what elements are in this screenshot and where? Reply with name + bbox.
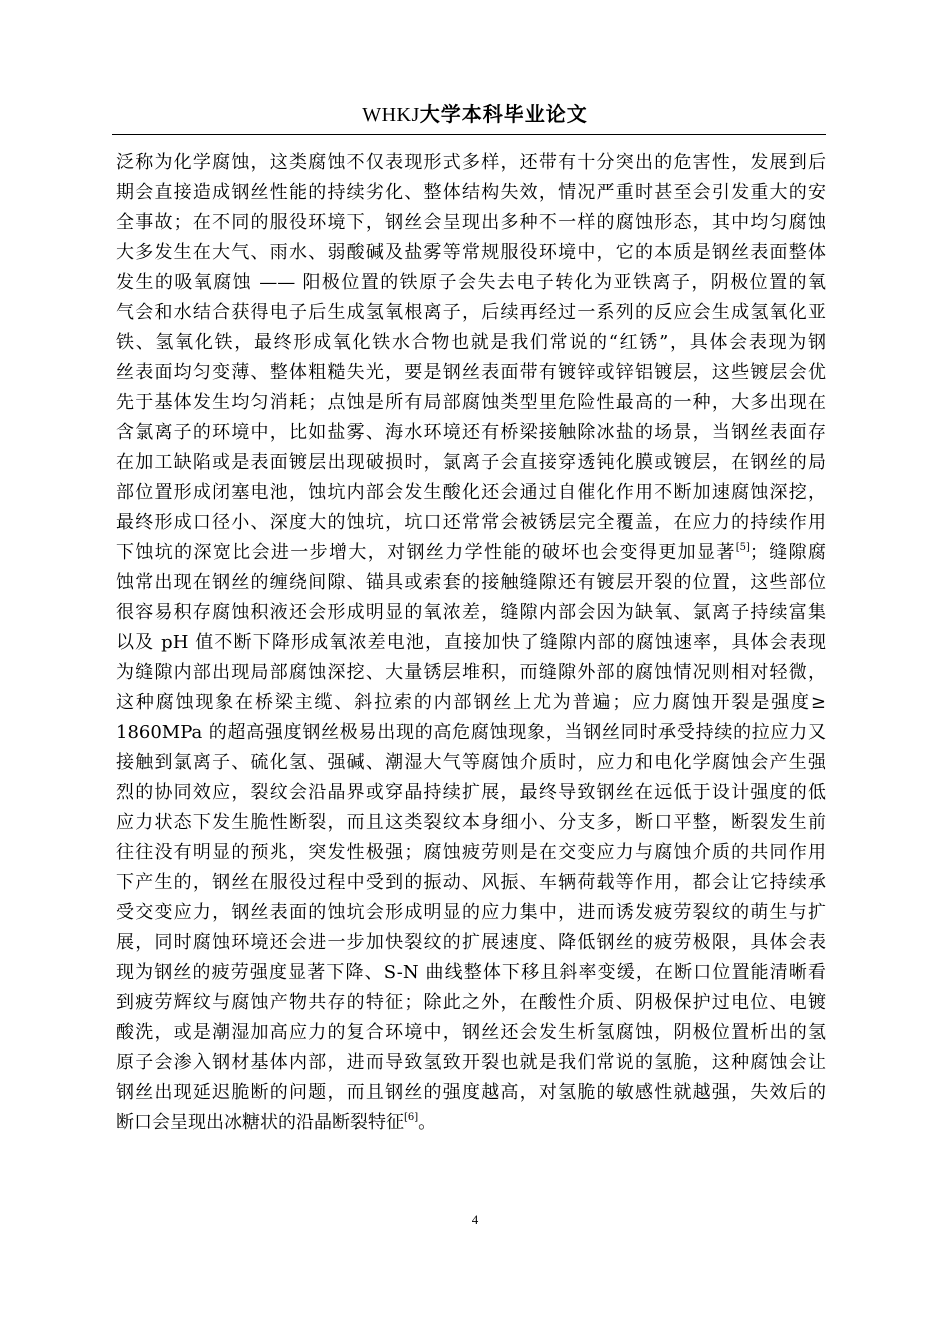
text-line: 部位置形成闭塞电池，蚀坑内部会发生酸化还会通过自催化作用不断加速腐蚀深挖，	[116, 482, 826, 503]
text-segment: 下蚀坑的深宽比会进一步增大，对钢丝力学性能的破坏也会变得更加显著	[116, 542, 736, 563]
text-line: 下产生的，钢丝在服役过程中受到的振动、风振、车辆荷载等作用，都会让它持续承	[116, 872, 826, 893]
text-line: 全事故；在不同的服役环境下，钢丝会呈现出多种不一样的腐蚀形态，其中均匀腐蚀	[116, 212, 826, 233]
text-line: 很容易积存腐蚀积液还会形成明显的氧浓差，缝隙内部会因为缺氧、氯离子持续富集	[116, 602, 826, 623]
text-segment: 。	[418, 1112, 437, 1133]
text-line: 在加工缺陷或是表面镀层出现破损时，氯离子会直接穿透钝化膜或镀层，在钢丝的局	[116, 452, 826, 473]
text-segment: ；缝隙腐	[749, 542, 827, 563]
text-line: 发生的吸氧腐蚀 —— 阳极位置的铁原子会失去电子转化为亚铁离子，阴极位置的氧	[116, 272, 826, 293]
citation-ref-6: [6]	[404, 1112, 419, 1123]
text-line: 原子会渗入钢材基体内部，进而导致氢致开裂也就是我们常说的氢脆，这种腐蚀会让	[116, 1052, 826, 1073]
page-number: 4	[471, 1212, 479, 1227]
text-line-with-citation	[116, 538, 826, 568]
text-line: 期会直接造成钢丝性能的持续劣化、整体结构失效，情况严重时甚至会引发重大的安	[116, 182, 826, 203]
text-line: 展，同时腐蚀环境还会进一步加快裂纹的扩展速度、降低钢丝的疲劳极限，具体会表	[116, 932, 826, 953]
text-line: 铁、氢氧化铁，最终形成氧化铁水合物也就是我们常说的“红锈”，具体会表现为钢	[116, 332, 826, 353]
text-line: 钢丝出现延迟脆断的问题，而且钢丝的强度越高，对氢脆的敏感性就越强，失效后的	[116, 1082, 826, 1103]
text-line-with-citation	[116, 1108, 826, 1138]
text-line: 最终形成口径小、深度大的蚀坑，坑口还常常会被锈层完全覆盖，在应力的持续作用	[116, 512, 826, 533]
text-line: 1860MPa 的超高强度钢丝极易出现的高危腐蚀现象，当钢丝同时承受持续的拉应力又	[116, 722, 826, 743]
text-segment: 断口会呈现出冰糖状的沿晶断裂特征	[116, 1112, 404, 1133]
text-line: 含氯离子的环境中，比如盐雾、海水环境还有桥梁接触除冰盐的场景，当钢丝表面存	[116, 422, 826, 443]
text-line: 往往没有明显的预兆，突发性极强；腐蚀疲劳则是在交变应力与腐蚀介质的共同作用	[116, 842, 826, 863]
header-thesis-title: 大学本科毕业论文	[419, 102, 588, 126]
text-line: 应力状态下发生脆性断裂，而且这类裂纹本身细小、分支多，断口平整，断裂发生前	[116, 812, 826, 833]
text-line: 先于基体发生均匀消耗；点蚀是所有局部腐蚀类型里危险性最高的一种，大多出现在	[116, 392, 826, 413]
text-line: 丝表面均匀变薄、整体粗糙失光，要是钢丝表面带有镀锌或锌铝镀层，这些镀层会优	[116, 362, 826, 383]
header-institution-code: WHKJ	[362, 104, 420, 126]
text-line: 现为钢丝的疲劳强度显著下降、S-N 曲线整体下移且斜率变缓，在断口位置能清晰看	[116, 962, 826, 983]
text-line: 为缝隙内部出现局部腐蚀深挖、大量锈层堆积，而缝隙外部的腐蚀情况则相对轻微，	[116, 662, 826, 683]
text-line: 以及 pH 值不断下降形成氧浓差电池，直接加快了缝隙内部的腐蚀速率，具体会表现	[116, 632, 826, 653]
text-line: 受交变应力，钢丝表面的蚀坑会形成明显的应力集中，进而诱发疲劳裂纹的萌生与扩	[116, 902, 826, 923]
text-line: 大多发生在大气、雨水、弱酸碱及盐雾等常规服役环境中，它的本质是钢丝表面整体	[116, 242, 826, 263]
text-line: 蚀常出现在钢丝的缠绕间隙、锚具或索套的接触缝隙还有镀层开裂的位置，这些部位	[116, 572, 826, 593]
citation-ref-5: [5]	[735, 542, 750, 553]
text-line: 接触到氯离子、硫化氢、强碱、潮湿大气等腐蚀介质时，应力和电化学腐蚀会产生强	[116, 752, 826, 773]
header-rule	[112, 134, 826, 135]
page-header	[0, 100, 950, 129]
text-line: 这种腐蚀现象在桥梁主缆、斜拉索的内部钢丝上尤为普遍；应力腐蚀开裂是强度≥	[116, 692, 826, 713]
text-line: 气会和水结合获得电子后生成氢氧根离子，后续再经过一系列的反应会生成氢氧化亚	[116, 302, 826, 323]
text-line: 泛称为化学腐蚀，这类腐蚀不仅表现形式多样，还带有十分突出的危害性，发展到后	[116, 152, 826, 173]
body-paragraph	[116, 148, 826, 1138]
text-line: 烈的协同效应，裂纹会沿晶界或穿晶持续扩展，最终导致钢丝在远低于设计强度的低	[116, 782, 826, 803]
text-line: 酸洗，或是潮湿加高应力的复合环境中，钢丝还会发生析氢腐蚀，阴极位置析出的氢	[116, 1022, 826, 1043]
text-line: 到疲劳辉纹与腐蚀产物共存的特征；除此之外，在酸性介质、阴极保护过电位、电镀	[116, 992, 826, 1013]
